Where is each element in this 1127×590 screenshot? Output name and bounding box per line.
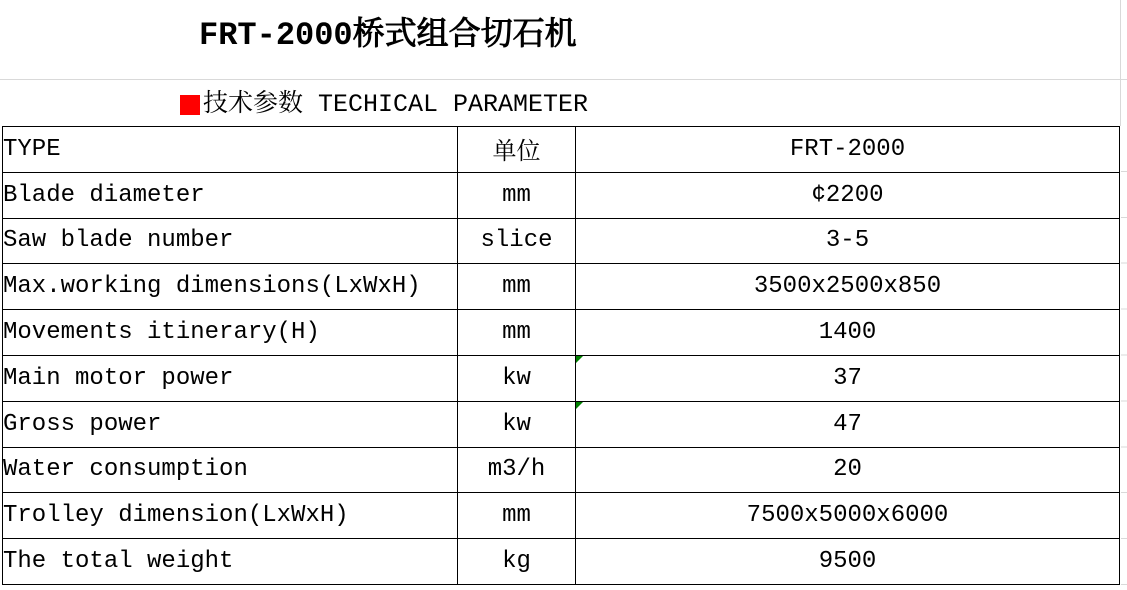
unit-cell: kw [458,355,576,401]
value-cell [576,218,1120,264]
value-cell [576,447,1120,493]
param-cell: Trolley dimension(LxWxH) [3,493,458,539]
gridline-vertical [1120,0,1121,126]
table-row [3,310,1120,356]
param-cell: Saw blade number [3,218,458,264]
param-cell: TYPE [3,127,458,173]
value-cell [576,539,1120,585]
unit-cell: mm [458,493,576,539]
section-header [180,92,588,117]
unit-cell: 单位 [458,127,576,173]
param-cell: Gross power [3,401,458,447]
unit-cell: mm [458,264,576,310]
value-text: 1400 [818,319,877,347]
unit-cell: kg [458,539,576,585]
gridline-horizontal [0,79,1127,80]
value-cell [576,127,1120,173]
value-text: 9500 [818,548,877,576]
page-title: FRT-2000桥式组合切石机 [199,17,577,54]
unit-cell: m3/h [458,447,576,493]
value-cell [576,310,1120,356]
param-cell: Water consumption [3,447,458,493]
value-cell [576,264,1120,310]
value-cell [576,172,1120,218]
green-corner-triangle-icon [576,402,583,409]
table-row [3,264,1120,310]
value-text: FRT-2000 [789,135,906,163]
gridline-row-stubs [1121,126,1127,585]
value-text: 3500x2500x850 [753,273,942,301]
table-row [3,401,1120,447]
red-square-icon [180,95,200,115]
section-title: 技术参数 TECHICAL PARAMETER [203,90,589,119]
value-cell [576,493,1120,539]
value-text: 7500x5000x6000 [746,502,949,530]
table-header-row [3,127,1120,173]
value-text: 3-5 [825,227,870,255]
table-row [3,218,1120,264]
value-text: 20 [833,456,862,484]
param-cell: Main motor power [3,355,458,401]
value-cell [576,401,1120,447]
green-corner-triangle-icon [576,356,583,363]
table-row [3,172,1120,218]
unit-cell: mm [458,310,576,356]
value-text: 37 [833,364,862,392]
param-cell: Movements itinerary(H) [3,310,458,356]
value-text: 47 [833,410,862,438]
table-row [3,539,1120,585]
table-row [3,447,1120,493]
unit-cell: mm [458,172,576,218]
value-text: ¢2200 [811,181,884,209]
param-cell: Blade diameter [3,172,458,218]
param-cell: Max.working dimensions(LxWxH) [3,264,458,310]
unit-cell: slice [458,218,576,264]
unit-cell: kw [458,401,576,447]
param-cell: The total weight [3,539,458,585]
parameters-table [2,126,1120,585]
value-cell [576,355,1120,401]
table-row [3,493,1120,539]
table-row [3,355,1120,401]
